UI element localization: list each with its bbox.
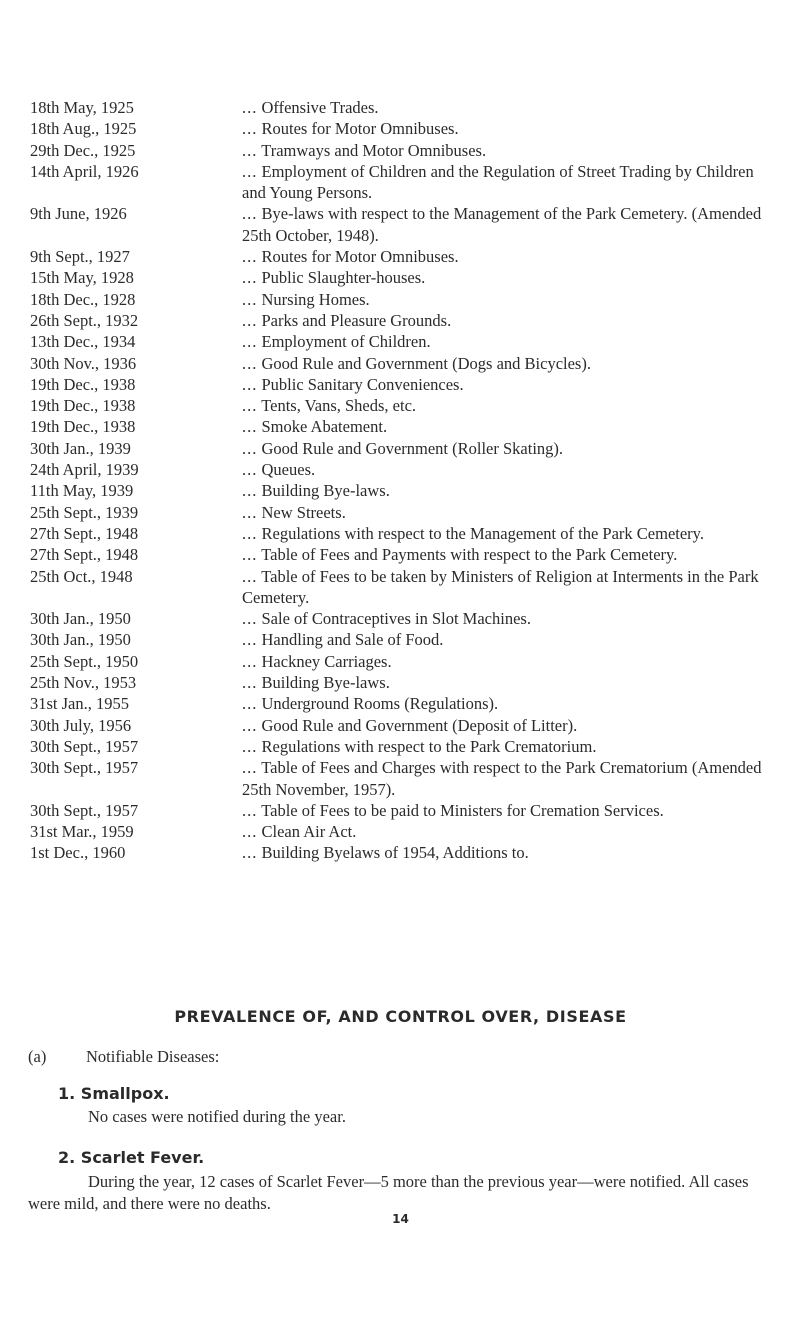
bylaw-description (242, 629, 790, 650)
bylaw-date: 25th Nov., 1953 (30, 673, 137, 693)
bylaw-description (242, 246, 790, 267)
bylaw-description (242, 395, 790, 416)
bylaw-text: Public Slaughter-houses. (261, 268, 426, 288)
bylaw-text: Bye-laws with respect to the Management of the Park Cemetery. (Amended 25th October, 1948). (242, 204, 762, 245)
item-title: Scarlet Fever. (80, 1148, 205, 1167)
bylaw-date: 30th Nov., 1936 (30, 353, 137, 373)
bylaw-text: Building Byelaws of 1954, Additions to. (261, 843, 529, 863)
bylaw-row (30, 566, 790, 609)
bylaw-description (242, 140, 790, 161)
dot-leader: ... (242, 843, 258, 863)
bylaw-text: Smoke Abatement. (261, 417, 388, 437)
bylaw-date: 14th April, 1926 (30, 161, 139, 181)
bylaw-text: Hackney Carriages. (261, 651, 392, 671)
dot-leader: ... (242, 396, 258, 416)
bylaw-row (30, 438, 790, 459)
bylaw-row (30, 140, 790, 161)
bylaw-date: 30th Sept., 1957 (30, 800, 139, 820)
bylaw-description (242, 438, 790, 459)
bylaw-text: Table of Fees to be taken by Ministers of Religion at Interments in the Park Cemetery. (242, 566, 759, 607)
bylaw-date: 30th Sept., 1957 (30, 758, 139, 778)
bylaw-row (30, 693, 790, 714)
dot-leader: ... (242, 822, 258, 842)
bylaw-description (242, 608, 790, 629)
bylaw-description (242, 821, 790, 842)
bylaw-date: 31st Mar., 1959 (30, 822, 134, 842)
bylaw-row (30, 502, 790, 523)
bylaw-description (242, 757, 790, 800)
bylaw-description (242, 544, 790, 565)
dot-leader: ... (242, 758, 258, 778)
bylaw-row (30, 842, 790, 863)
bylaw-date: 9th June, 1926 (30, 204, 127, 224)
dot-leader: ... (242, 204, 258, 224)
dot-leader: ... (242, 502, 258, 522)
bylaw-text: Good Rule and Government (Deposit of Litter). (261, 715, 578, 735)
page-number: 14 (392, 1212, 409, 1226)
bylaw-date: 30th Jan., 1939 (30, 438, 131, 458)
bylaw-description (242, 374, 790, 395)
bylaw-row (30, 672, 790, 693)
item-text-smallpox: No cases were notified during the year. (88, 1107, 346, 1126)
dot-leader: ... (242, 353, 258, 373)
bylaw-text: Tramways and Motor Omnibuses. (261, 140, 487, 160)
bylaw-text: Public Sanitary Conveniences. (261, 374, 464, 394)
bylaw-description (242, 736, 790, 757)
bylaw-description (242, 416, 790, 437)
bylaws-list (30, 97, 790, 864)
bylaw-row (30, 651, 790, 672)
bylaw-description (242, 203, 790, 246)
bylaw-description (242, 267, 790, 288)
bylaw-date: 30th July, 1956 (30, 715, 132, 735)
bylaw-text: Regulations with respect to the Management of the Park Cemetery. (261, 523, 704, 543)
bylaw-description (242, 651, 790, 672)
bylaw-description (242, 289, 790, 310)
bylaw-row (30, 715, 790, 736)
bylaw-date: 27th Sept., 1948 (30, 523, 139, 543)
bylaw-description (242, 97, 790, 118)
dot-leader: ... (242, 715, 258, 735)
item-heading-scarlet-fever (58, 1148, 204, 1167)
dot-leader: ... (242, 481, 258, 501)
bylaw-date: 27th Sept., 1948 (30, 545, 139, 565)
dot-leader: ... (242, 98, 258, 117)
bylaw-row (30, 118, 790, 139)
dot-leader: ... (242, 694, 258, 714)
dot-leader: ... (242, 268, 258, 288)
bylaw-text: Routes for Motor Omnibuses. (261, 247, 459, 267)
bylaw-row (30, 374, 790, 395)
bylaw-description (242, 353, 790, 374)
subsection-label: (a) (28, 1047, 47, 1066)
bylaw-text: Nursing Homes. (261, 289, 370, 309)
bylaw-text: Regulations with respect to the Park Crematorium. (261, 736, 597, 756)
bylaw-row (30, 480, 790, 501)
bylaw-date: 29th Dec., 1925 (30, 140, 136, 160)
dot-leader: ... (242, 736, 258, 756)
dot-leader: ... (242, 310, 258, 330)
bylaw-row (30, 310, 790, 331)
dot-leader: ... (242, 140, 258, 160)
bylaw-description (242, 672, 790, 693)
bylaw-date: 19th Dec., 1938 (30, 374, 136, 394)
bylaw-text: Routes for Motor Omnibuses. (261, 119, 459, 139)
dot-leader: ... (242, 800, 258, 820)
bylaw-date: 19th Dec., 1938 (30, 396, 136, 416)
bylaw-row (30, 523, 790, 544)
bylaw-description (242, 502, 790, 523)
bylaw-date: 25th Oct., 1948 (30, 566, 133, 586)
dot-leader: ... (242, 332, 258, 352)
bylaw-text: Building Bye-laws. (261, 481, 390, 501)
bylaw-text: Table of Fees and Payments with respect to the Park Cemetery. (261, 545, 678, 565)
bylaw-row (30, 629, 790, 650)
bylaw-text: Good Rule and Government (Roller Skating). (261, 438, 564, 458)
dot-leader: ... (242, 438, 258, 458)
bylaw-row (30, 353, 790, 374)
item-number: 1. (58, 1084, 76, 1103)
bylaw-description (242, 693, 790, 714)
bylaw-description (242, 480, 790, 501)
bylaw-row (30, 736, 790, 757)
dot-leader: ... (242, 566, 258, 586)
bylaw-description (242, 161, 790, 204)
bylaw-row (30, 416, 790, 437)
bylaw-row (30, 289, 790, 310)
bylaw-text: Building Bye-laws. (261, 673, 390, 693)
bylaw-row (30, 161, 790, 204)
bylaw-description (242, 566, 790, 609)
dot-leader: ... (242, 289, 258, 309)
bylaw-row (30, 608, 790, 629)
bylaw-date: 11th May, 1939 (30, 481, 134, 501)
bylaw-description (242, 310, 790, 331)
dot-leader: ... (242, 609, 258, 629)
dot-leader: ... (242, 460, 258, 480)
bylaw-date: 30th Jan., 1950 (30, 630, 131, 650)
dot-leader: ... (242, 545, 258, 565)
dot-leader: ... (242, 673, 258, 693)
bylaw-text: Good Rule and Government (Dogs and Bicycles). (261, 353, 591, 373)
bylaw-description (242, 842, 790, 863)
bylaw-row (30, 821, 790, 842)
bylaw-text: Table of Fees and Charges with respect to the Park Crematorium (Amended 25th November, 1957). (242, 758, 762, 799)
bylaw-row (30, 459, 790, 480)
dot-leader: ... (242, 374, 258, 394)
section-heading: PREVALENCE OF, AND CONTROL OVER, DISEASE (174, 1007, 627, 1026)
bylaw-text: Underground Rooms (Regulations). (261, 694, 499, 714)
bylaw-description (242, 800, 790, 821)
bylaw-date: 31st Jan., 1955 (30, 694, 129, 714)
subsection-title: Notifiable Diseases: (86, 1047, 220, 1066)
bylaw-description (242, 523, 790, 544)
bylaw-row (30, 97, 790, 118)
bylaw-row (30, 331, 790, 352)
item-number: 2. (58, 1148, 76, 1167)
bylaw-row (30, 246, 790, 267)
bylaw-date: 19th Dec., 1938 (30, 417, 136, 437)
bylaw-text: Offensive Trades. (261, 98, 379, 117)
bylaw-date: 18th May, 1925 (30, 98, 134, 117)
item-title: Smallpox. (80, 1084, 170, 1103)
bylaw-date: 13th Dec., 1934 (30, 332, 136, 352)
bylaw-text: Clean Air Act. (261, 822, 357, 842)
bylaw-text: Table of Fees to be paid to Ministers for Cremation Services. (261, 800, 664, 820)
bylaw-row (30, 757, 790, 800)
bylaw-text: New Streets. (261, 502, 346, 522)
bylaw-text: Tents, Vans, Sheds, etc. (261, 396, 417, 416)
bylaw-description (242, 715, 790, 736)
bylaw-row (30, 203, 790, 246)
bylaw-date: 18th Dec., 1928 (30, 289, 136, 309)
dot-leader: ... (242, 161, 258, 181)
bylaw-text: Employment of Children and the Regulation of Street Trading by Children and Young Persons. (242, 161, 754, 203)
bylaw-text: Employment of Children. (261, 332, 431, 352)
bylaw-date: 1st Dec., 1960 (30, 843, 126, 863)
bylaw-date: 18th Aug., 1925 (30, 119, 137, 139)
bylaw-date: 30th Sept., 1957 (30, 736, 139, 756)
bylaw-row (30, 395, 790, 416)
dot-leader: ... (242, 651, 258, 671)
bylaw-text: Queues. (261, 460, 316, 480)
bylaw-description (242, 459, 790, 480)
item-heading-smallpox (58, 1084, 170, 1103)
bylaw-row (30, 800, 790, 821)
subsection-heading (28, 1047, 219, 1067)
bylaw-text: Sale of Contraceptives in Slot Machines. (261, 609, 531, 629)
bylaw-row (30, 544, 790, 565)
item-text-scarlet-fever: During the year, 12 cases of Scarlet Fever—5 more than the previous year—were notified. All cases were mild, and there were no deaths. (28, 1172, 749, 1213)
dot-leader: ... (242, 630, 258, 650)
bylaw-text: Handling and Sale of Food. (261, 630, 444, 650)
dot-leader: ... (242, 523, 258, 543)
bylaw-date: 25th Sept., 1950 (30, 651, 139, 671)
bylaw-row (30, 267, 790, 288)
dot-leader: ... (242, 247, 258, 267)
bylaw-description (242, 331, 790, 352)
bylaw-description (242, 118, 790, 139)
bylaw-text: Parks and Pleasure Grounds. (261, 310, 452, 330)
bylaw-date: 30th Jan., 1950 (30, 609, 131, 629)
bylaw-date: 9th Sept., 1927 (30, 247, 130, 267)
dot-leader: ... (242, 119, 258, 139)
bylaw-date: 15th May, 1928 (30, 268, 134, 288)
bylaw-date: 25th Sept., 1939 (30, 502, 139, 522)
bylaw-date: 26th Sept., 1932 (30, 310, 139, 330)
bylaw-date: 24th April, 1939 (30, 460, 139, 480)
dot-leader: ... (242, 417, 258, 437)
